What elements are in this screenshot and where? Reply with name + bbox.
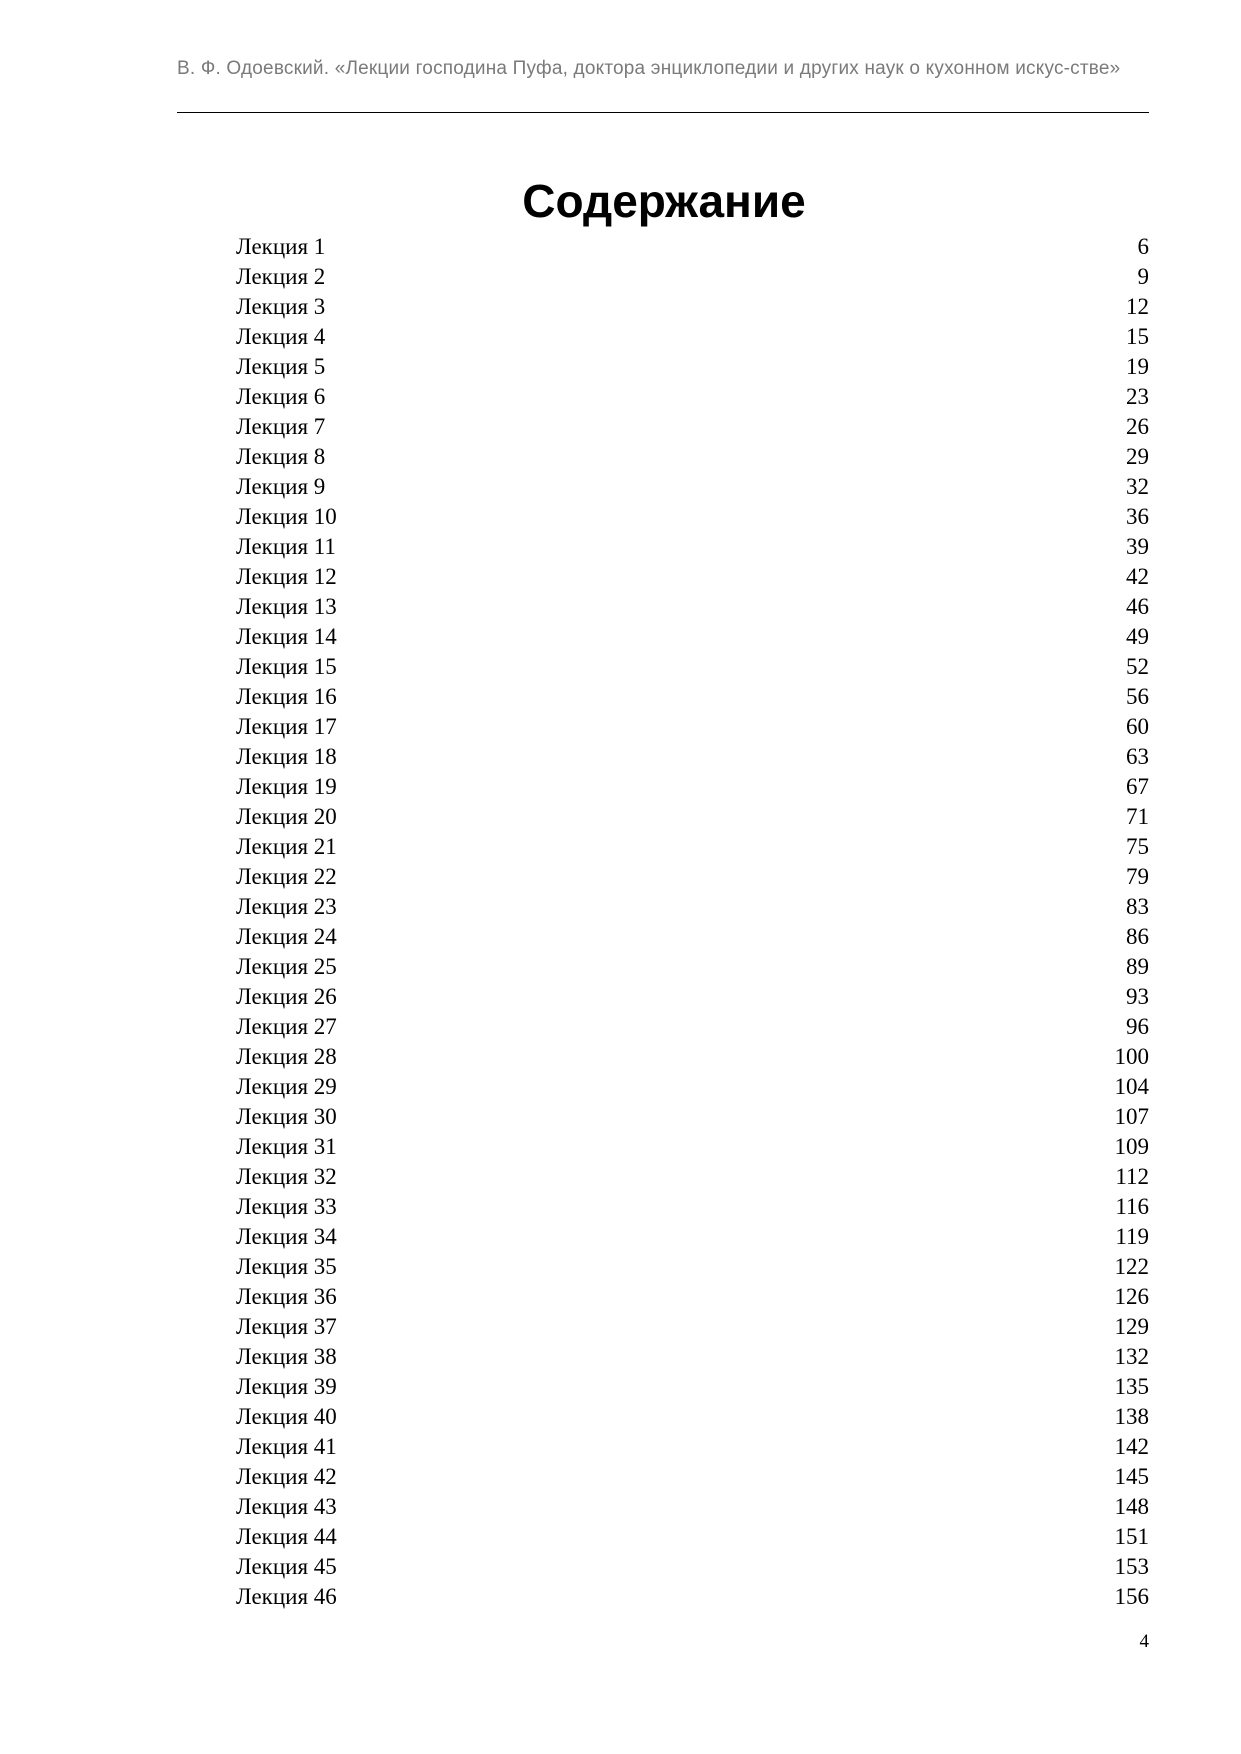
page-title: Содержание	[522, 174, 806, 227]
toc-entry-label[interactable]: Лекция 39	[236, 1374, 337, 1399]
toc-entry-page: 23	[1126, 384, 1149, 409]
toc-entry-label[interactable]: Лекция 34	[236, 1224, 337, 1249]
toc-entry-page: 122	[1114, 1254, 1149, 1279]
toc-entry	[236, 1132, 1149, 1162]
toc-entry-label[interactable]: Лекция 8	[236, 444, 326, 469]
toc-entry-page: 19	[1126, 354, 1149, 379]
toc-entry	[236, 682, 1149, 712]
toc-entry-label[interactable]: Лекция 6	[236, 384, 326, 409]
toc-entry-page: 29	[1126, 444, 1149, 469]
toc-entry-page: 153	[1114, 1554, 1149, 1579]
toc-entry	[236, 472, 1149, 502]
toc-entry-label[interactable]: Лекция 43	[236, 1494, 337, 1519]
toc-entry-label[interactable]: Лекция 19	[236, 774, 337, 799]
header-divider	[177, 112, 1149, 113]
toc-entry	[236, 1462, 1149, 1492]
toc-entry-page: 49	[1126, 624, 1149, 649]
toc-entry-page: 132	[1114, 1344, 1149, 1369]
toc-entry-label[interactable]: Лекция 35	[236, 1254, 337, 1279]
toc-entry-label[interactable]: Лекция 16	[236, 684, 337, 709]
toc-entry-label[interactable]: Лекция 20	[236, 804, 337, 829]
toc-entry	[236, 322, 1149, 352]
toc-entry-label[interactable]: Лекция 23	[236, 894, 337, 919]
toc-entry	[236, 1312, 1149, 1342]
toc-entry	[236, 832, 1149, 862]
toc-entry-page: 15	[1126, 324, 1149, 349]
toc-entry-label[interactable]: Лекция 10	[236, 504, 337, 529]
toc-entry	[236, 562, 1149, 592]
toc-entry-label[interactable]: Лекция 31	[236, 1134, 337, 1159]
toc-entry	[236, 952, 1149, 982]
toc-entry	[236, 652, 1149, 682]
toc-entry	[236, 502, 1149, 532]
toc-entry-label[interactable]: Лекция 41	[236, 1434, 337, 1459]
toc-entry-label[interactable]: Лекция 13	[236, 594, 337, 619]
toc-entry-page: 100	[1114, 1044, 1149, 1069]
toc-entry-label[interactable]: Лекция 2	[236, 264, 326, 289]
toc-entry-label[interactable]: Лекция 44	[236, 1524, 337, 1549]
toc-entry-page: 109	[1114, 1134, 1149, 1159]
toc-entry	[236, 1552, 1149, 1582]
toc-entry	[236, 442, 1149, 472]
toc-entry	[236, 412, 1149, 442]
toc-entry-label[interactable]: Лекция 3	[236, 294, 326, 319]
toc-entry	[236, 1162, 1149, 1192]
toc-entry-label[interactable]: Лекция 18	[236, 744, 337, 769]
toc-entry-page: 42	[1126, 564, 1149, 589]
toc-entry-label[interactable]: Лекция 11	[236, 534, 336, 559]
toc-entry-label[interactable]: Лекция 42	[236, 1464, 337, 1489]
toc-entry-page: 89	[1126, 954, 1149, 979]
toc-entry-label[interactable]: Лекция 37	[236, 1314, 337, 1339]
toc-entry-page: 56	[1126, 684, 1149, 709]
toc-entry-label[interactable]: Лекция 9	[236, 474, 326, 499]
toc-entry-page: 148	[1114, 1494, 1149, 1519]
toc-entry	[236, 1192, 1149, 1222]
toc-entry	[236, 1012, 1149, 1042]
toc-entry-label[interactable]: Лекция 14	[236, 624, 337, 649]
toc-entry-page: 9	[1137, 264, 1149, 289]
toc-entry-page: 126	[1114, 1284, 1149, 1309]
toc-entry-page: 96	[1126, 1014, 1149, 1039]
toc-entry-label[interactable]: Лекция 29	[236, 1074, 337, 1099]
toc-entry-label[interactable]: Лекция 28	[236, 1044, 337, 1069]
toc-entry-label[interactable]: Лекция 1	[236, 234, 326, 259]
toc-entry	[236, 532, 1149, 562]
toc-entry	[236, 892, 1149, 922]
toc-entry-label[interactable]: Лекция 17	[236, 714, 337, 739]
toc-entry-page: 60	[1126, 714, 1149, 739]
toc-entry-label[interactable]: Лекция 24	[236, 924, 337, 949]
toc-entry-label[interactable]: Лекция 38	[236, 1344, 337, 1369]
toc-entry	[236, 1492, 1149, 1522]
toc-entry	[236, 802, 1149, 832]
toc-entry-label[interactable]: Лекция 5	[236, 354, 326, 379]
toc-entry-page: 86	[1126, 924, 1149, 949]
toc-entry	[236, 1282, 1149, 1312]
toc-entry	[236, 592, 1149, 622]
toc-entry-page: 75	[1126, 834, 1149, 859]
toc-entry-page: 12	[1126, 294, 1149, 319]
toc-entry-label[interactable]: Лекция 27	[236, 1014, 337, 1039]
table-of-contents	[236, 232, 1149, 1612]
toc-entry-page: 52	[1126, 654, 1149, 679]
toc-entry	[236, 1342, 1149, 1372]
toc-entry	[236, 1372, 1149, 1402]
toc-entry	[236, 622, 1149, 652]
toc-entry-page: 135	[1114, 1374, 1149, 1399]
toc-entry	[236, 712, 1149, 742]
toc-entry	[236, 862, 1149, 892]
toc-entry	[236, 292, 1149, 322]
toc-entry	[236, 232, 1149, 262]
toc-entry-label[interactable]: Лекция 36	[236, 1284, 337, 1309]
toc-entry-page: 26	[1126, 414, 1149, 439]
toc-entry-label[interactable]: Лекция 22	[236, 864, 337, 889]
toc-entry-label[interactable]: Лекция 21	[236, 834, 337, 859]
toc-entry-label[interactable]: Лекция 25	[236, 954, 337, 979]
toc-entry	[236, 742, 1149, 772]
toc-entry	[236, 1252, 1149, 1282]
toc-entry-page: 63	[1126, 744, 1149, 769]
toc-entry-page: 145	[1114, 1464, 1149, 1489]
toc-entry-label[interactable]: Лекция 15	[236, 654, 337, 679]
toc-entry	[236, 382, 1149, 412]
toc-entry-label[interactable]: Лекция 40	[236, 1404, 337, 1429]
toc-entry	[236, 1522, 1149, 1552]
toc-entry-page: 39	[1126, 534, 1149, 559]
toc-entry-page: 104	[1114, 1074, 1149, 1099]
toc-entry	[236, 922, 1149, 952]
toc-entry-page: 138	[1114, 1404, 1149, 1429]
toc-entry-label[interactable]: Лекция 30	[236, 1104, 337, 1129]
toc-entry-page: 67	[1126, 774, 1149, 799]
toc-entry	[236, 982, 1149, 1012]
toc-entry-page: 32	[1126, 474, 1149, 499]
toc-entry	[236, 772, 1149, 802]
toc-entry-label[interactable]: Лекция 4	[236, 324, 326, 349]
toc-entry-page: 156	[1114, 1584, 1149, 1609]
toc-entry	[236, 262, 1149, 292]
toc-entry	[236, 1402, 1149, 1432]
toc-entry-label[interactable]: Лекция 45	[236, 1554, 337, 1579]
toc-entry-page: 112	[1115, 1164, 1149, 1189]
toc-entry	[236, 1222, 1149, 1252]
toc-entry-page: 46	[1126, 594, 1149, 619]
toc-entry-page: 107	[1114, 1104, 1149, 1129]
toc-entry-page: 142	[1114, 1434, 1149, 1459]
toc-entry-page: 6	[1137, 234, 1149, 259]
toc-entry-page: 36	[1126, 504, 1149, 529]
toc-entry	[236, 1072, 1149, 1102]
toc-entry-page: 129	[1114, 1314, 1149, 1339]
toc-entry-label[interactable]: Лекция 46	[236, 1584, 337, 1609]
toc-entry-label[interactable]: Лекция 26	[236, 984, 337, 1009]
toc-entry-page: 151	[1114, 1524, 1149, 1549]
toc-entry	[236, 1042, 1149, 1072]
toc-entry-page: 116	[1115, 1194, 1149, 1219]
toc-entry-page: 93	[1126, 984, 1149, 1009]
toc-entry-page: 71	[1126, 804, 1149, 829]
toc-entry	[236, 352, 1149, 382]
toc-entry-page: 119	[1115, 1224, 1149, 1249]
toc-entry-page: 79	[1126, 864, 1149, 889]
toc-entry	[236, 1582, 1149, 1612]
toc-entry-label[interactable]: Лекция 7	[236, 414, 326, 439]
toc-entry-page: 83	[1126, 894, 1149, 919]
toc-entry	[236, 1102, 1149, 1132]
page-number: 4	[1139, 1631, 1149, 1652]
toc-entry-label[interactable]: Лекция 33	[236, 1194, 337, 1219]
toc-entry-label[interactable]: Лекция 12	[236, 564, 337, 589]
toc-entry	[236, 1432, 1149, 1462]
running-header: В. Ф. Одоевский. «Лекции господина Пуфа, доктора энциклопедии и других наук о кухонном искус-стве»	[177, 58, 1121, 79]
toc-entry-label[interactable]: Лекция 32	[236, 1164, 337, 1189]
